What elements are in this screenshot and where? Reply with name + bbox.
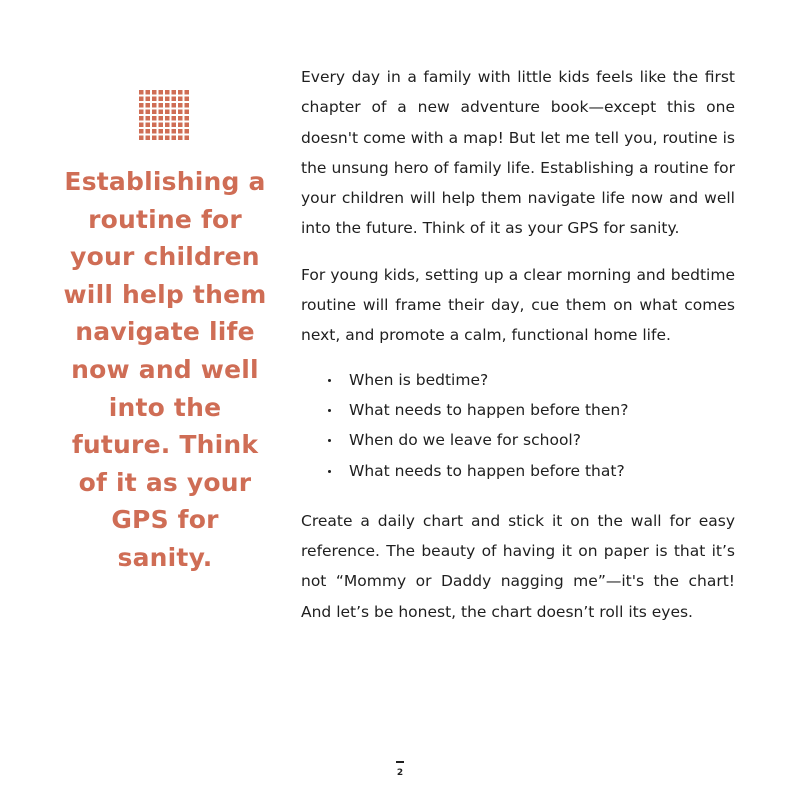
list-item: When is bedtime? <box>327 365 735 395</box>
grid-icon <box>139 90 191 142</box>
question-list <box>301 365 735 486</box>
page-number: 2 <box>396 768 404 778</box>
list-item: When do we leave for school? <box>327 425 735 455</box>
paragraph-intro: Every day in a family with little kids feels like the first chapter of a new adventure book—except this one doesn't come with a map! But let me tell you, routine is the unsung hero of family life. Establishing a routine for your children will help them navigate life now and well into the future. Think of it as your GPS for sanity. <box>301 68 735 238</box>
page-dash <box>396 761 404 763</box>
list-item: What needs to happen before that? <box>327 456 735 486</box>
pull-quote: Establishing a routine for your children will help them navigate life now and well into the future. Think of it as your GPS for sanity. <box>63 167 267 572</box>
list-item: What needs to happen before then? <box>327 395 735 425</box>
paragraph-routine: For young kids, setting up a clear morning and bedtime routine will frame their day, cue them on what comes next, and promote a calm, functional home life. <box>301 265 735 345</box>
body-text <box>301 62 735 627</box>
paragraph-chart: Create a daily chart and stick it on the wall for easy reference. The beauty of having it on paper is that it’s not “Mommy or Daddy nagging me”—it's the chart! And let’s be honest, the chart doesn’t roll its eyes. <box>301 511 735 621</box>
